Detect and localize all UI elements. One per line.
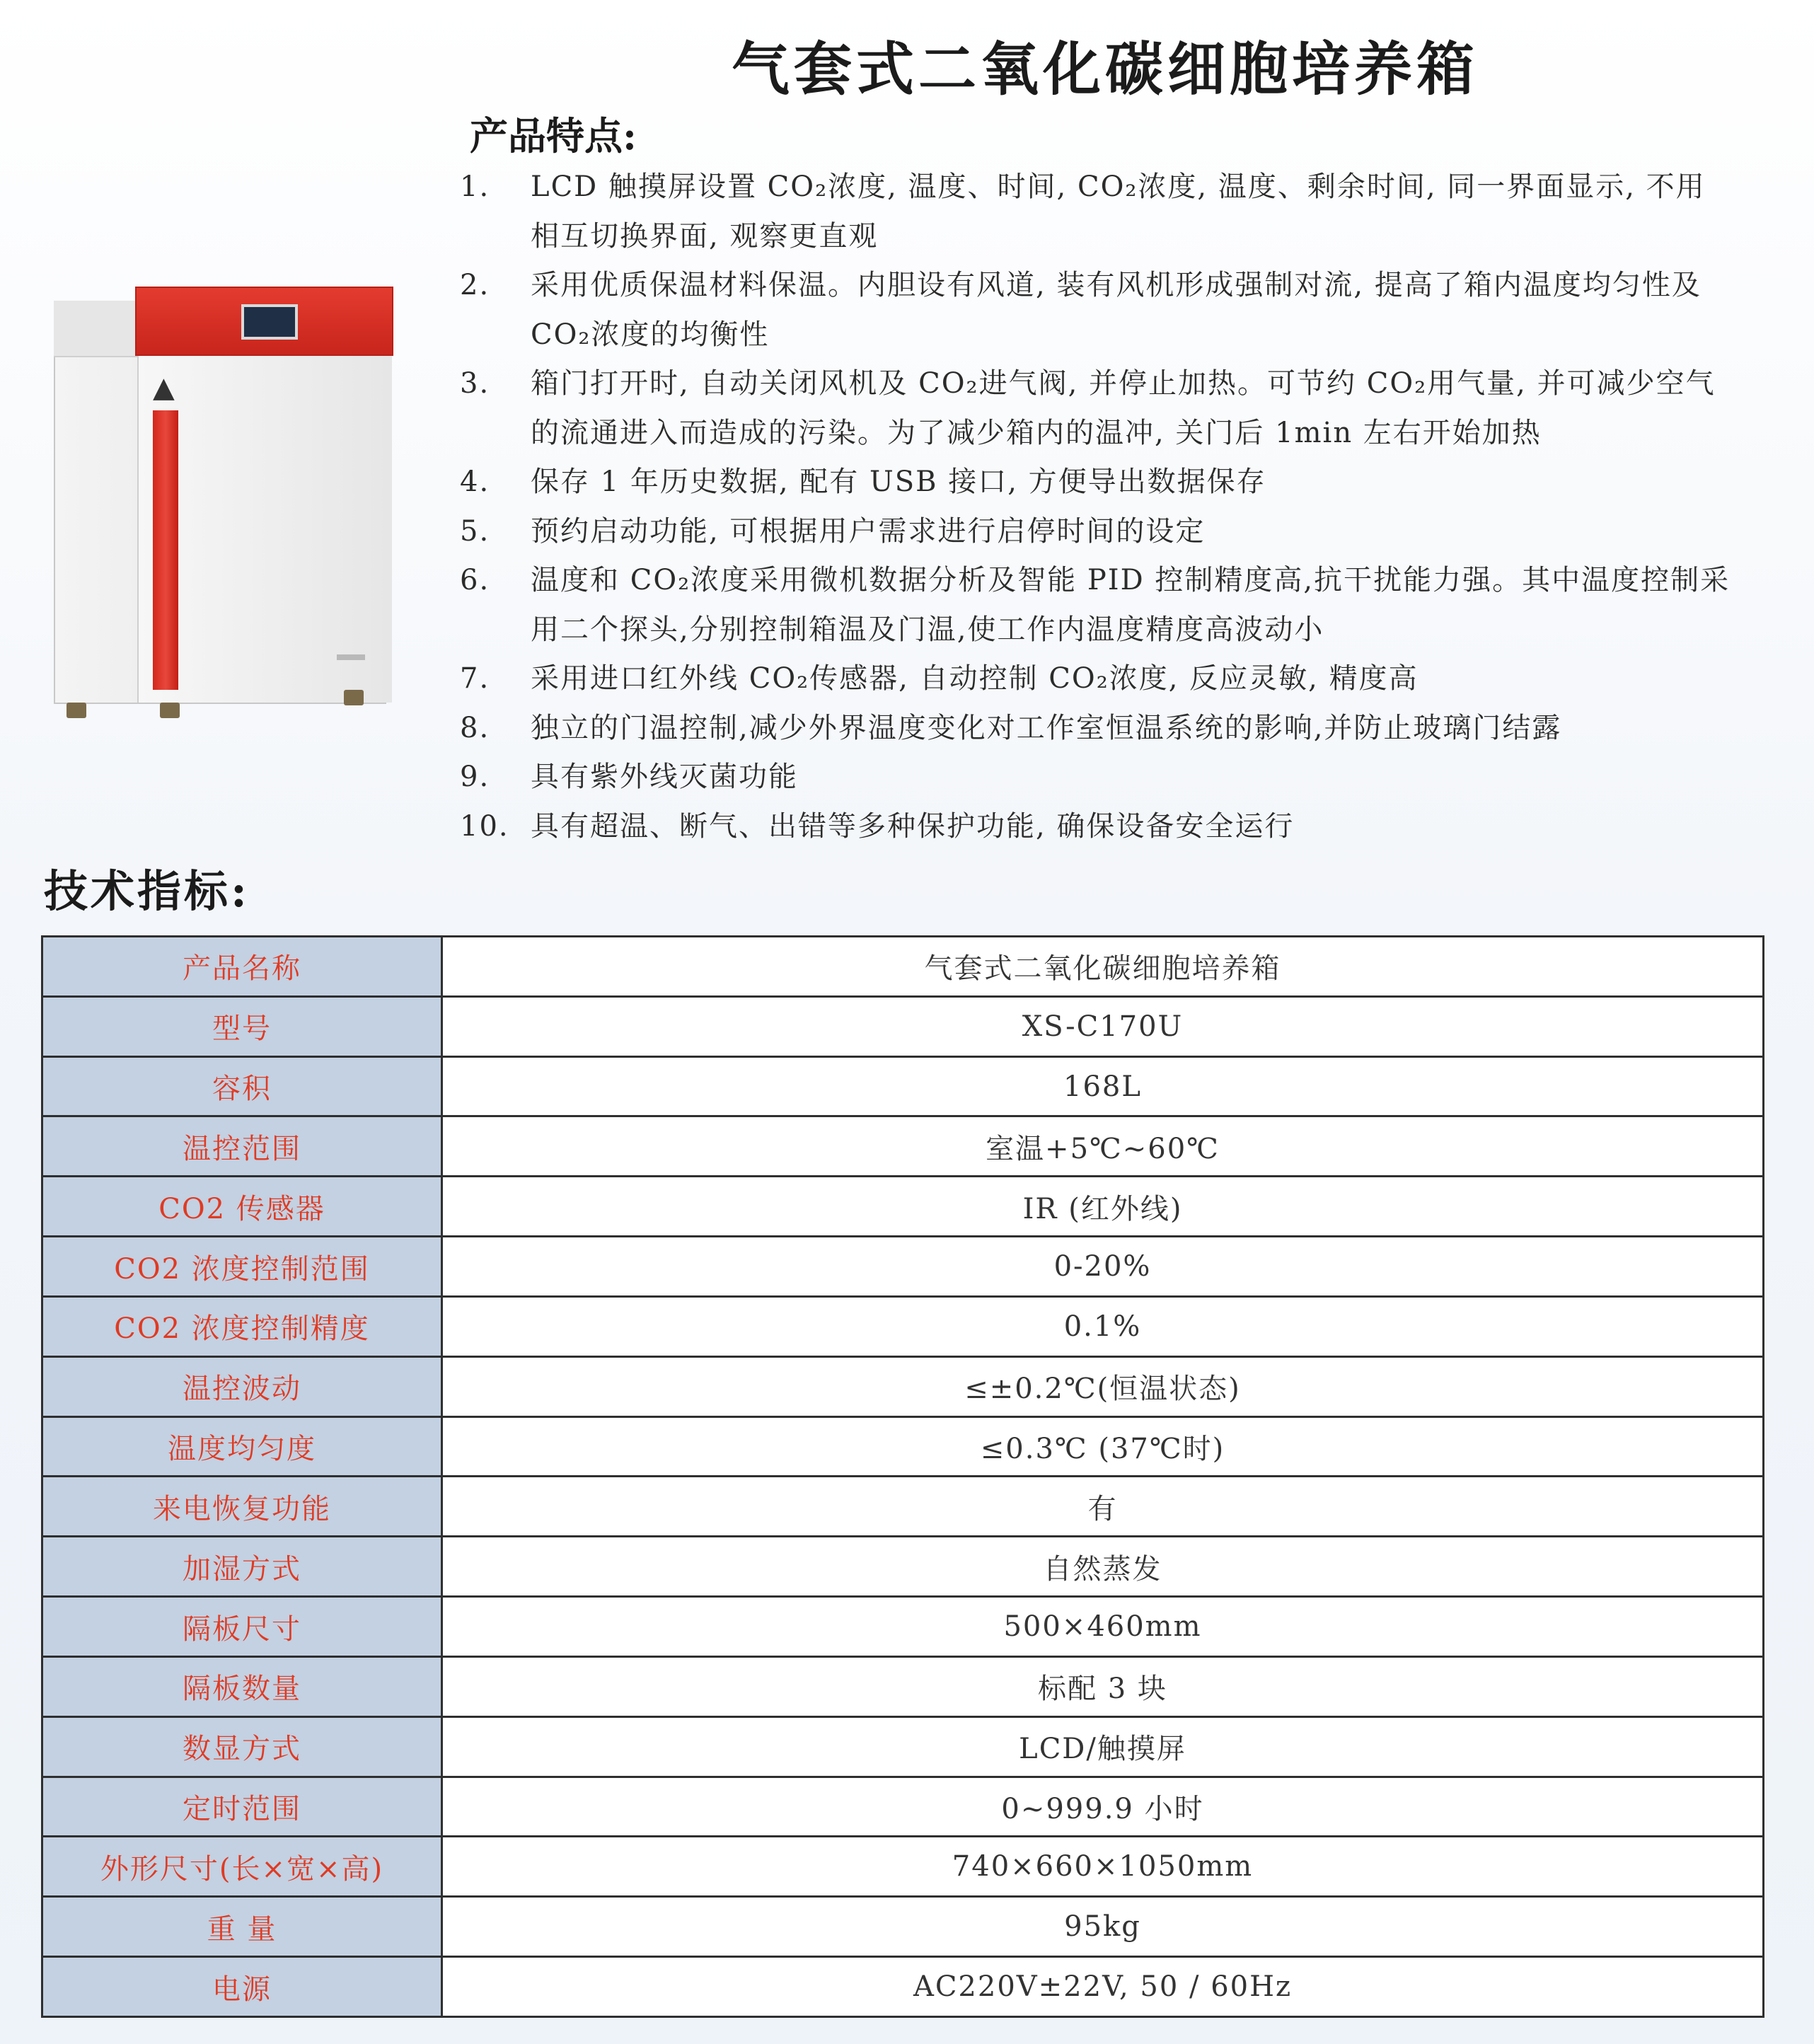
- table-row: [42, 1116, 1764, 1177]
- spec-label: CO2 传感器: [42, 1177, 442, 1237]
- spec-value: 95kg: [442, 1897, 1764, 1957]
- table-row: [42, 1416, 1764, 1477]
- spec-value: 740×660×1050mm: [442, 1837, 1764, 1897]
- elephant-logo-icon: ▲: [153, 371, 175, 404]
- spec-label: 隔板尺寸: [42, 1597, 442, 1657]
- feature-number: 8.: [460, 711, 490, 744]
- spec-value: LCD/触摸屏: [442, 1716, 1764, 1777]
- spec-table: [41, 935, 1764, 2018]
- cabinet-foot: [160, 703, 180, 718]
- list-item: [460, 654, 1733, 704]
- feature-text: 具有超温、断气、出错等多种保护功能, 确保设备安全运行: [531, 809, 1295, 843]
- table-row: [42, 1356, 1764, 1416]
- spec-value: IR (红外线): [442, 1177, 1764, 1237]
- feature-text: 采用进口红外线 CO₂传感器, 自动控制 CO₂浓度, 反应灵敏, 精度高: [531, 662, 1419, 695]
- list-item: [460, 163, 1733, 261]
- table-row: [42, 1597, 1764, 1657]
- feature-number: 2.: [460, 269, 490, 301]
- spec-label: 隔板数量: [42, 1656, 442, 1716]
- feature-text: 采用优质保温材料保温。内胆设有风道, 装有风机形成强制对流, 提高了箱内温度均匀性及 CO₂浓度的均衡性: [531, 269, 1702, 351]
- table-row: [42, 1537, 1764, 1597]
- cabinet-foot: [67, 703, 86, 718]
- feature-number: 6.: [460, 564, 490, 596]
- spec-label: 容积: [42, 1056, 442, 1116]
- cabinet-side-top: [54, 301, 137, 357]
- feature-text: 独立的门温控制,减少外界温度变化对工作室恒温系统的影响,并防止玻璃门结露: [531, 711, 1562, 744]
- feature-text: LCD 触摸屏设置 CO₂浓度, 温度、时间, CO₂浓度, 温度、剩余时间, 同一界面显示, 不用相互切换界面, 观察更直观: [531, 171, 1706, 253]
- feature-text: 温度和 CO₂浓度采用微机数据分析及智能 PID 控制精度高,抗干扰能力强。其中温度控制采用二个探头,分别控制箱温及门温,使工作内温度精度高波动小: [531, 564, 1731, 646]
- lcd-screen-icon: [241, 304, 298, 340]
- feature-text: 具有紫外线灭菌功能: [531, 761, 798, 793]
- table-row: [42, 1237, 1764, 1297]
- spec-value: 标配 3 块: [442, 1656, 1764, 1716]
- spec-label: CO2 浓度控制范围: [42, 1237, 442, 1297]
- list-item: [460, 556, 1733, 654]
- list-item: [460, 753, 1733, 802]
- list-item: [460, 261, 1733, 359]
- spec-label: 型号: [42, 996, 442, 1056]
- spec-label: 温控波动: [42, 1356, 442, 1416]
- spec-label: 电源: [42, 1957, 442, 2017]
- table-row: [42, 1477, 1764, 1537]
- feature-number: 3.: [460, 367, 490, 400]
- spec-label: 产品名称: [42, 937, 442, 997]
- spec-label: 重 量: [42, 1897, 442, 1957]
- spec-label: CO2 浓度控制精度: [42, 1296, 442, 1356]
- feature-number: 5.: [460, 514, 490, 548]
- table-row: [42, 1296, 1764, 1356]
- spec-value: 0~999.9 小时: [442, 1777, 1764, 1837]
- product-image-incubator: [54, 287, 393, 725]
- page-title: 气套式二氧化碳细胞培养箱: [731, 35, 1479, 103]
- spec-value: XS-C170U: [442, 996, 1764, 1056]
- feature-text: 保存 1 年历史数据, 配有 USB 接口, 方便导出数据保存: [531, 466, 1266, 498]
- feature-number: 9.: [460, 761, 490, 793]
- list-item: [460, 359, 1733, 458]
- table-row: [42, 1837, 1764, 1897]
- cabinet-foot: [344, 690, 364, 705]
- feature-list: [460, 163, 1733, 851]
- model-plate: [337, 654, 365, 660]
- table-row: [42, 1056, 1764, 1116]
- spec-label: 温度均匀度: [42, 1416, 442, 1477]
- table-row: [42, 1897, 1764, 1957]
- feature-number: 7.: [460, 662, 490, 695]
- feature-number: 1.: [460, 171, 490, 203]
- spec-label: 数显方式: [42, 1716, 442, 1777]
- table-row: [42, 1957, 1764, 2017]
- spec-value: 168L: [442, 1056, 1764, 1116]
- spec-label: 温控范围: [42, 1116, 442, 1177]
- spec-value: 气套式二氧化碳细胞培养箱: [442, 937, 1764, 997]
- door-handle-stripe: [153, 410, 178, 690]
- spec-value: 500×460mm: [442, 1597, 1764, 1657]
- table-row: [42, 1656, 1764, 1716]
- table-row: [42, 937, 1764, 997]
- spec-label: 来电恢复功能: [42, 1477, 442, 1537]
- spec-value: 0.1%: [442, 1296, 1764, 1356]
- table-row: [42, 996, 1764, 1056]
- list-item: [460, 704, 1733, 753]
- list-item: [460, 802, 1733, 852]
- spec-value: 室温+5℃~60℃: [442, 1116, 1764, 1177]
- table-row: [42, 1777, 1764, 1837]
- feature-number: 4.: [460, 466, 490, 498]
- spec-label: 定时范围: [42, 1777, 442, 1837]
- spec-value: 0-20%: [442, 1237, 1764, 1297]
- feature-text: 预约启动功能, 可根据用户需求进行启停时间的设定: [531, 514, 1206, 548]
- table-row: [42, 1716, 1764, 1777]
- spec-label: 加湿方式: [42, 1537, 442, 1597]
- spec-heading: 技术指标:: [44, 865, 250, 917]
- spec-value: 自然蒸发: [442, 1537, 1764, 1597]
- list-item: [460, 458, 1733, 507]
- spec-value: ≤±0.2℃(恒温状态): [442, 1356, 1764, 1416]
- spec-value: AC220V±22V, 50 / 60Hz: [442, 1957, 1764, 2017]
- spec-value: ≤0.3℃ (37℃时): [442, 1416, 1764, 1477]
- spec-label: 外形尺寸(长×宽×高): [42, 1837, 442, 1897]
- spec-value: 有: [442, 1477, 1764, 1537]
- feature-number: 10.: [460, 809, 509, 843]
- feature-text: 箱门打开时, 自动关闭风机及 CO₂进气阀, 并停止加热。可节约 CO₂用气量, 并可减少空气的流通进入而造成的污染。为了减少箱内的温冲, 关门后 1min 左右开始加热: [531, 367, 1716, 449]
- table-row: [42, 1177, 1764, 1237]
- features-heading: 产品特点:: [470, 113, 637, 158]
- list-item: [460, 507, 1733, 557]
